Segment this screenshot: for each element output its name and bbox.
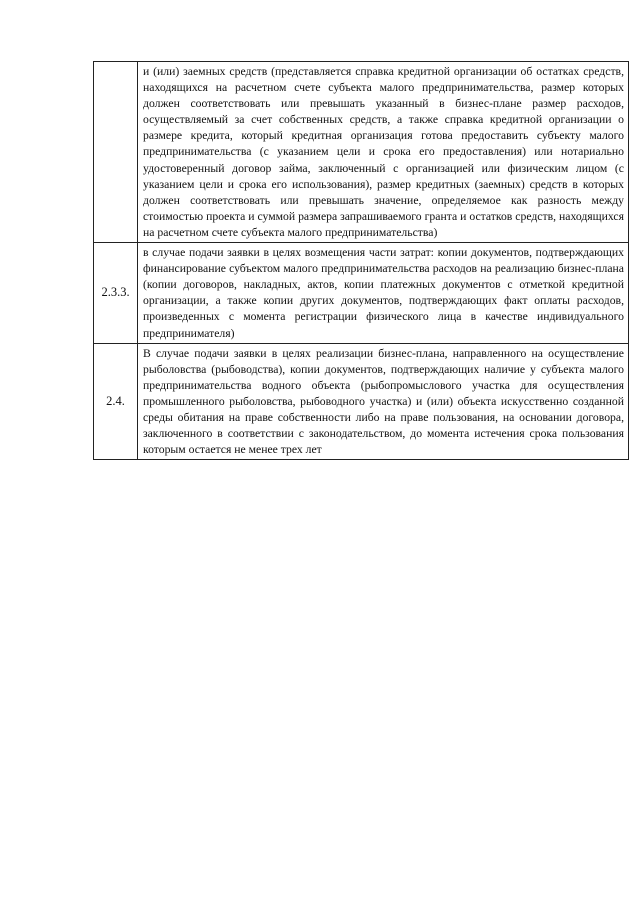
row-text: В случае подачи заявки в целях реализации бизнес-плана, направленного на осуществление рыболовства (рыбоводства), копии документов, подтверждающих наличие у субъекта малого предпринимательства водного объекта (рыбопромыслового участка для осуществления промышленного рыболовства, рыбоводного участка) и (или) объекта искусственно созданной среды обитания на праве собственности либо на праве пользования, на основании договора, заключенного в соответствии с законодательством, до момента истечения срока пользования которым остается не менее трех лет <box>143 346 624 457</box>
table-row <box>94 62 629 243</box>
row-text: в случае подачи заявки в целях возмещения части затрат: копии документов, подтверждающих финансирование субъектом малого предпринимательства расходов на реализацию бизнес-плана (копии договоров, накладных, актов, копии платежных документов с отметкой кредитной организации, а также копии других документов, подтверждающих факт оплаты расходов, произведенных с момента регистрации физического лица в качестве индивидуального предпринимателя) <box>143 246 624 340</box>
table-row <box>94 243 629 344</box>
row-text-cell <box>138 62 629 243</box>
row-text-cell <box>138 243 629 344</box>
table-row <box>94 343 629 460</box>
row-number <box>94 62 138 243</box>
row-text: и (или) заемных средств (представляется справка кредитной организации об остатках средств, находящихся на расчетном счете субъекта малого предпринимательства, размер которых должен соответствовать или превышать указанный в бизнес-плане размер расходов, осуществляемый за счет собственных средств, а также справка кредитной организации о размере кредита, который кредитная организация готова предоставить субъекту малого предпринимательства (с указанием цели и срока его предоставления) или нотариально удостоверенный договор займа, заключенный с организацией или физическим лицом (с указанием цели и срока его использования), размер кредитных (заемных) средств в которых должен соответствовать или превышать значение, определяемое как разность между стоимостью проекта и суммой размера запрашиваемого гранта и остатков средств, находящихся на расчетном счете субъекта малого предпринимательства) <box>143 65 624 239</box>
document-table <box>93 61 629 460</box>
row-number: 2.3.3. <box>94 243 138 344</box>
row-number: 2.4. <box>94 343 138 460</box>
row-text-cell <box>138 343 629 460</box>
